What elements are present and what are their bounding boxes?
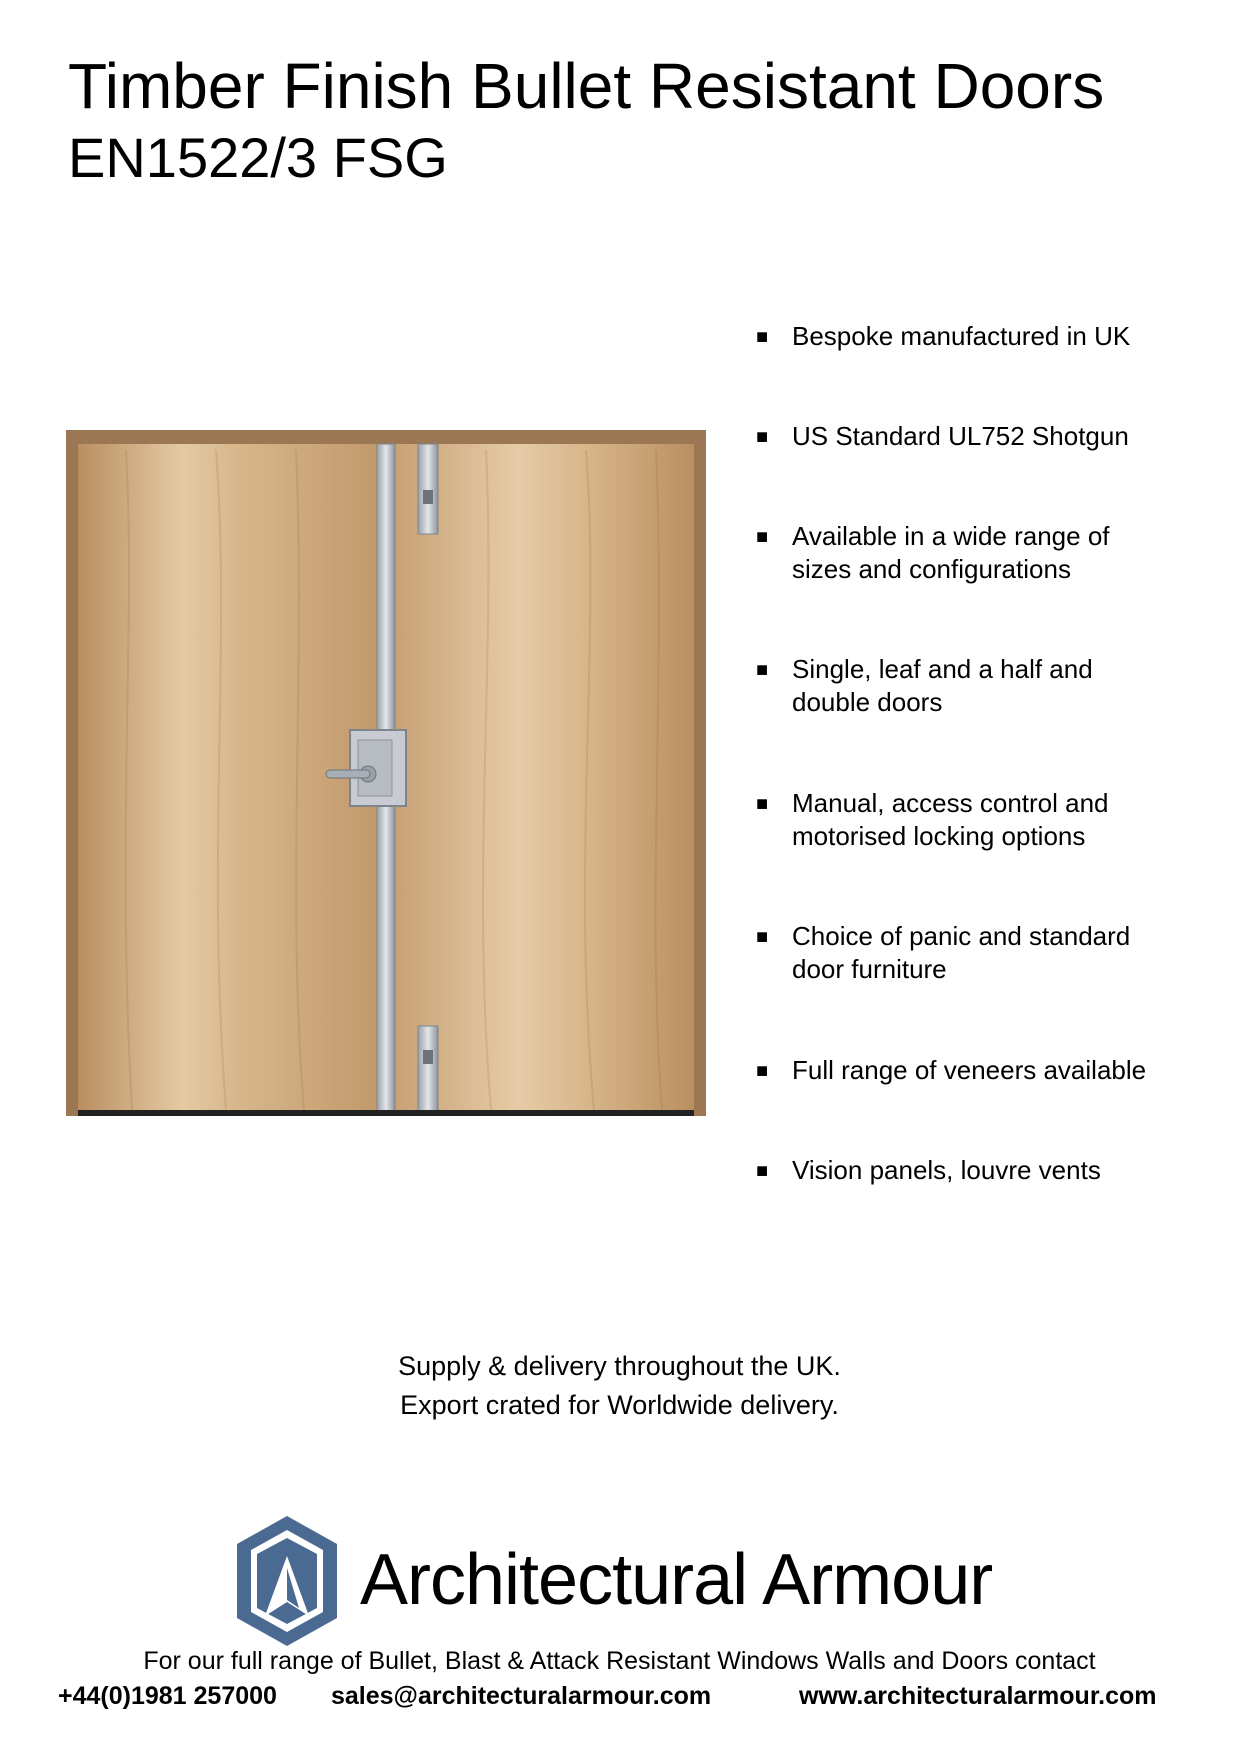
delivery-line-1: Supply & delivery throughout the UK. <box>398 1351 841 1381</box>
contact-tagline: For our full range of Bullet, Blast & Attack Resistant Windows Walls and Doors contact <box>143 1647 1096 1675</box>
contact-phone[interactable]: +44(0)1981 257000 <box>58 1682 277 1710</box>
bullet-icon: ■ <box>756 1160 769 1182</box>
page-title: Timber Finish Bullet Resistant Doors <box>68 50 1105 122</box>
bullet-icon: ■ <box>756 326 769 348</box>
feature-text: Choice of panic and standard door furniture <box>792 921 1131 984</box>
feature-text: Bespoke manufactured in UK <box>792 321 1131 351</box>
feature-text: Vision panels, louvre vents <box>792 1155 1101 1185</box>
top-bolt <box>418 444 438 534</box>
bullet-icon: ■ <box>756 526 769 548</box>
bottom-bolt <box>418 1026 438 1114</box>
page-subtitle: EN1522/3 FSG <box>68 126 448 189</box>
contact-website[interactable]: www.architecturalarmour.com <box>799 1682 1157 1710</box>
brand-name: Architectural Armour <box>360 1540 993 1620</box>
contact-email[interactable]: sales@architecturalarmour.com <box>331 1682 712 1710</box>
bullet-icon: ■ <box>756 1060 769 1082</box>
door-leaf-left <box>78 444 375 1114</box>
feature-text: Single, leaf and a half and double doors <box>792 654 1093 717</box>
door-leaf-right <box>375 444 694 1114</box>
feature-text: Full range of veneers available <box>792 1055 1147 1085</box>
bullet-icon: ■ <box>756 926 769 948</box>
hexagon-logo-icon <box>237 1516 337 1646</box>
bullet-icon: ■ <box>756 659 769 681</box>
feature-text: Available in a wide range of sizes and configurations <box>792 521 1110 584</box>
feature-text: US Standard UL752 Shotgun <box>792 421 1129 451</box>
bullet-icon: ■ <box>756 426 769 448</box>
door-image <box>66 430 706 1116</box>
delivery-line-2: Export crated for Worldwide delivery. <box>400 1390 839 1420</box>
bullet-icon: ■ <box>756 793 769 815</box>
feature-text: Manual, access control and motorised locking options <box>792 788 1109 851</box>
